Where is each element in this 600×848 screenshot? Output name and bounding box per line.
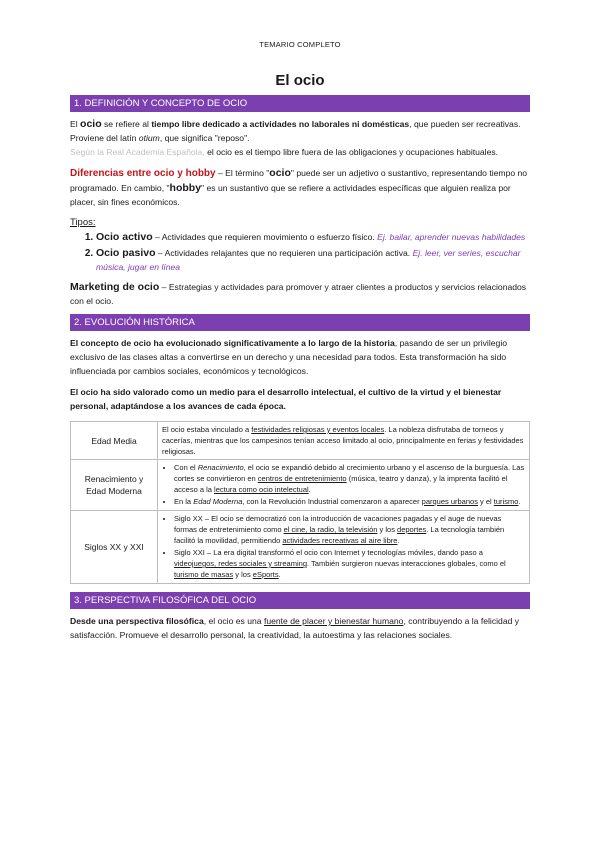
table-cell-label: Edad Media [71,422,158,460]
list-item: 1. Ocio activo – Actividades que requieren movimiento o esfuerzo físico. Ej. bailar, aprender nuevas habilidades [96,230,530,244]
list-item: 2. Ocio pasivo – Actividades relajantes que no requieren una participación activa. Ej. leer, ver series, escuchar música, jugar en línea [96,246,530,274]
differences-paragraph: Diferencias entre ocio y hobby – El término "ocio" puede ser un adjetivo o sustantivo, representando tiempo no programado. En cambio, "hobby" es un sustantivo que se refiere a actividades específicas que alguien realiza por placer, sin fines económicos. [70,167,528,207]
types-list [70,230,530,274]
evolution-paragraph: El concepto de ocio ha evolucionado significativamente a lo largo de la historia, pasando de ser un privilegio exclusivo de las clases altas a convertirse en un derecho y una necesidad para todos. Esta transformación ha sido influenciada por cambios sociales, económicos y tecnológicos. [70,338,508,376]
history-table [70,421,530,584]
table-cell-label: Renacimiento y Edad Moderna [71,460,158,511]
table-cell: • Con el Renacimiento, el ocio se expandió debido al crecimiento urbano y el ascenso de la burguesía. Las cortes se convirtieron en centros de entretenimiento (música, teatro y danza), y la imprenta facilitó el acceso a la lectura como ocio intelectual. • En la Edad Moderna, con la Revolución Industrial comenzaron a aparecer parques urbanos y el turismo. [158,460,530,511]
page-header: TEMARIO COMPLETO [259,40,341,49]
marketing-paragraph: Marketing de ocio – Estrategias y actividades para promover y atraer clientes a productos y servicios relacionados con el ocio. [70,281,527,306]
philosophy-paragraph: Desde una perspectiva filosófica, el ocio es una fuente de placer y bienestar humano, contribuyendo a la felicidad y satisfacción. Promueve el desarrollo personal, la creatividad, la autoestima y las relaciones sociales. [70,616,520,640]
page-title: El ocio [275,72,325,89]
table-row [71,460,530,511]
section-heading-2: 2. EVOLUCIÓN HISTÓRICA [70,314,530,331]
section-heading-3: 3. PERSPECTIVA FILOSÓFICA DEL OCIO [70,592,530,609]
rae-source: Según la Real Academia Española, [70,147,205,157]
table-row [71,422,530,460]
table-row [71,511,530,584]
differences-heading: Diferencias entre ocio y hobby [70,168,216,179]
types-heading: Tipos: [70,217,96,228]
table-cell-label: Siglos XX y XXI [71,511,158,584]
table-cell: • Siglo XX – El ocio se democratizó con la introducción de vacaciones pagadas y el auge de nuevas formas de entretenimiento como el cine, la radio, la televisión y los deportes. La tecnología también facilitó la movilidad, permitiendo actividades recreativas al aire libre. • Siglo XXI – La era digital transformó el ocio con Internet y tecnologías móviles, dando paso a videojuegos, redes sociales y streaming. También surgieron nuevas interacciones globales, como el turismo de masas y los eSports. [158,511,530,584]
section-heading-1: 1. DEFINICIÓN Y CONCEPTO DE OCIO [70,95,530,112]
evolution-paragraph-2: El ocio ha sido valorado como un medio para el desarrollo intelectual, el cultivo de la virtud y el bienestar personal, adaptándose a los avances de cada época. [70,387,502,411]
table-cell: El ocio estaba vinculado a festividades religiosas y eventos locales. La nobleza disfrutaba de torneos y cacerías, mientras que los campesinos tenían acceso limitado al ocio, principalmente en ferias y festividades religiosas. [158,422,530,460]
definition-paragraph: El ocio se refiere al tiempo libre dedicado a actividades no laborales ni domésticas, que pueden ser recreativas. Proviene del latín otium, que significa "reposo". Según la Real Academia Española, el ocio es el tiempo libre fuera de las obligaciones y ocupaciones habituales. [70,118,521,157]
